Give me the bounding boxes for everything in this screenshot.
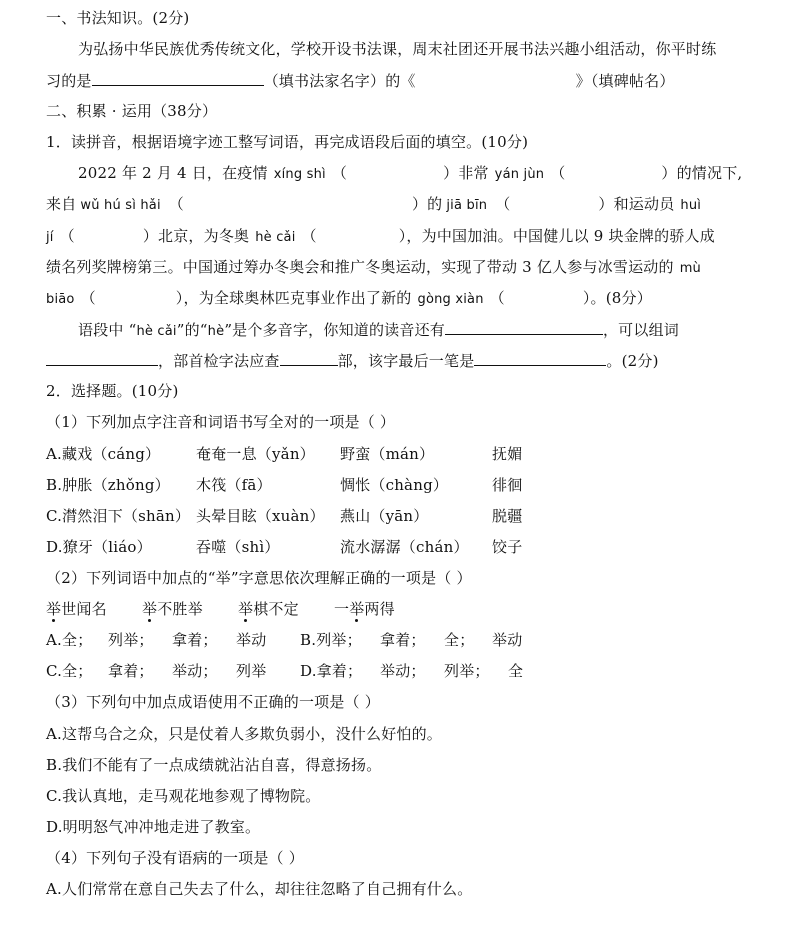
option-c-item-3: 燕山（yān） (340, 507, 429, 525)
pinyin-ji: jí (46, 230, 54, 245)
opt-d-4: 全 (508, 662, 524, 680)
opt-d-2: 举动； (380, 662, 426, 680)
opt-b-4: 举动 (492, 631, 523, 649)
pinyin-mu: mù (679, 261, 701, 276)
q2-title: 2．选择题。(10分) (46, 382, 179, 400)
q1-title: 1．读拼音，根据语境字迹工整写词语，再完成语段后面的填空。(10分) (46, 133, 529, 151)
section-1-text: 为弘扬中华民族优秀传统文化，学校开设书法课，周末社团还开展书法兴趣小组活动，你平时练 (78, 40, 717, 58)
pinyin-wuhusihai: wǔ hú sì hǎi (80, 198, 161, 213)
opt-c-1[interactable]: C.全； (46, 662, 93, 680)
opt-a-4: 举动 (236, 631, 267, 649)
opt-a-2: 列举； (108, 631, 154, 649)
word-blank[interactable] (46, 350, 158, 366)
q1-para-line-5: biāo （ ），为全球奥林匹克事业作出了新的 gòng xiàn （ ）。(8分） (46, 289, 652, 307)
opt-a-3: 拿着； (172, 631, 218, 649)
radical-blank[interactable] (280, 350, 338, 366)
q2-1-stem: （1）下列加点字注音和词语书写全对的一项是（ ） (46, 413, 396, 431)
pinyin-hui: huì (680, 198, 702, 213)
q1-para-line-7: ，部首检字法应查 部，该字最后一笔是 。(2分) (46, 350, 659, 371)
q2-2-stem: （2）下列词语中加点的“举”字意思依次理解正确的一项是（ ） (46, 569, 472, 587)
q1-para-line-6: 语段中 “hè cǎi”的“hè”是个多音字，你知道的读音还有 ，可以组词 (78, 321, 679, 339)
pinyin-yanjun: yán jùn (494, 167, 545, 182)
option-a-item-3: 野蛮（mán） (340, 445, 435, 463)
opt-b-1[interactable]: B.列举； (300, 631, 362, 649)
q2-3-option-c[interactable]: C.我认真地，走马观花地参观了博物院。 (46, 787, 321, 805)
pinyin-jiabin: jiā bīn (446, 198, 488, 213)
word-3: 举棋不定 (238, 600, 299, 618)
option-c-item-1[interactable]: C.潸然泪下（shān） (46, 507, 191, 525)
option-b-item-4: 徘徊 (492, 476, 523, 494)
option-c-item-4: 脱疆 (492, 507, 523, 525)
word-4: 一举两得 (334, 600, 395, 618)
option-d-item-4: 饺子 (492, 538, 523, 556)
pinyin-biao: biāo (46, 292, 75, 307)
other-pronunciation-blank[interactable] (445, 319, 603, 335)
q1-para-line-3: jí （ ）北京，为冬奥 hè cǎi （ ），为中国加油。中国健儿以 9 块金牌的骄人成 (46, 227, 715, 245)
option-d-item-1[interactable]: D.獠牙（liáo） (46, 538, 152, 556)
word-2: 举不胜举 (142, 600, 203, 618)
opt-d-3: 列举； (444, 662, 490, 680)
section-1-title: 一、书法知识。(2分) (46, 9, 190, 27)
q2-3-stem: （3）下列句中加点成语使用不正确的一项是（ ） (46, 693, 380, 711)
pinyin-xingshi: xíng shì (273, 167, 326, 182)
opt-b-3: 全； (444, 631, 475, 649)
option-a-item-4: 抚媚 (492, 445, 523, 463)
q1-para-line-1: 2022 年 2 月 4 日，在疫情 xíng shì （ ）非常 yán jùn （ ）的情况下, (78, 164, 743, 182)
q1-para-line-2: 来自 wǔ hú sì hǎi （ ）的 jiā bīn （ ）和运动员 huì (46, 195, 702, 213)
option-a-item-2: 奄奄一息（yǎn） (196, 445, 315, 463)
opt-a-1[interactable]: A.全； (46, 631, 93, 649)
q1-para-line-4: 绩名列奖牌榜第三。中国通过筹办冬奥会和推广冬奥运动，实现了带动 3 亿人参与冰雪运动的 mù (46, 258, 701, 276)
q2-4-option-a[interactable]: A.人们常常在意自己失去了什么，却往往忽略了自己拥有什么。 (46, 880, 473, 898)
opt-c-4: 列举 (236, 662, 267, 680)
pinyin-gongxian: gòng xiàn (417, 292, 484, 307)
calligrapher-blank[interactable] (92, 70, 264, 86)
opt-b-2: 拿着； (380, 631, 426, 649)
option-b-item-1[interactable]: B.肿胀（zhǒng） (46, 476, 170, 494)
pinyin-hecai: hè cǎi (255, 230, 296, 245)
last-stroke-blank[interactable] (474, 350, 606, 366)
pinyin-hecai-2: hè cǎi (136, 324, 177, 339)
option-b-item-2: 木筏（fā） (196, 476, 272, 494)
opt-c-2: 拿着； (108, 662, 154, 680)
option-d-item-2: 吞噬（shì） (196, 538, 280, 556)
word-1: 举世闻名 (46, 600, 107, 618)
opt-c-3: 举动； (172, 662, 218, 680)
option-d-item-3: 流水潺潺（chán） (340, 538, 469, 556)
section-2-title: 二、积累 · 运用（38分） (46, 102, 218, 120)
option-b-item-3: 惆怅（chàng） (340, 476, 449, 494)
pinyin-he: hè (207, 324, 225, 339)
q2-3-option-a[interactable]: A.这帮乌合之众，只是仗着人多欺负弱小，没什么好怕的。 (46, 725, 443, 743)
option-c-item-2: 头晕目眩（xuàn） (196, 507, 325, 525)
opt-d-1[interactable]: D.拿着； (300, 662, 363, 680)
q2-3-option-b[interactable]: B.我们不能有了一点成绩就沾沾自喜，得意扬扬。 (46, 756, 382, 774)
option-a-item-1[interactable]: A.藏戏（cáng） (46, 445, 161, 463)
q2-4-stem: （4）下列句子没有语病的一项是（ ） (46, 849, 304, 867)
q2-3-option-d[interactable]: D.明明怒气冲冲地走进了教室。 (46, 818, 261, 836)
section-1-fill-line: 习的是 （填书法家名字）的《 》（填碑帖名） (46, 72, 675, 90)
